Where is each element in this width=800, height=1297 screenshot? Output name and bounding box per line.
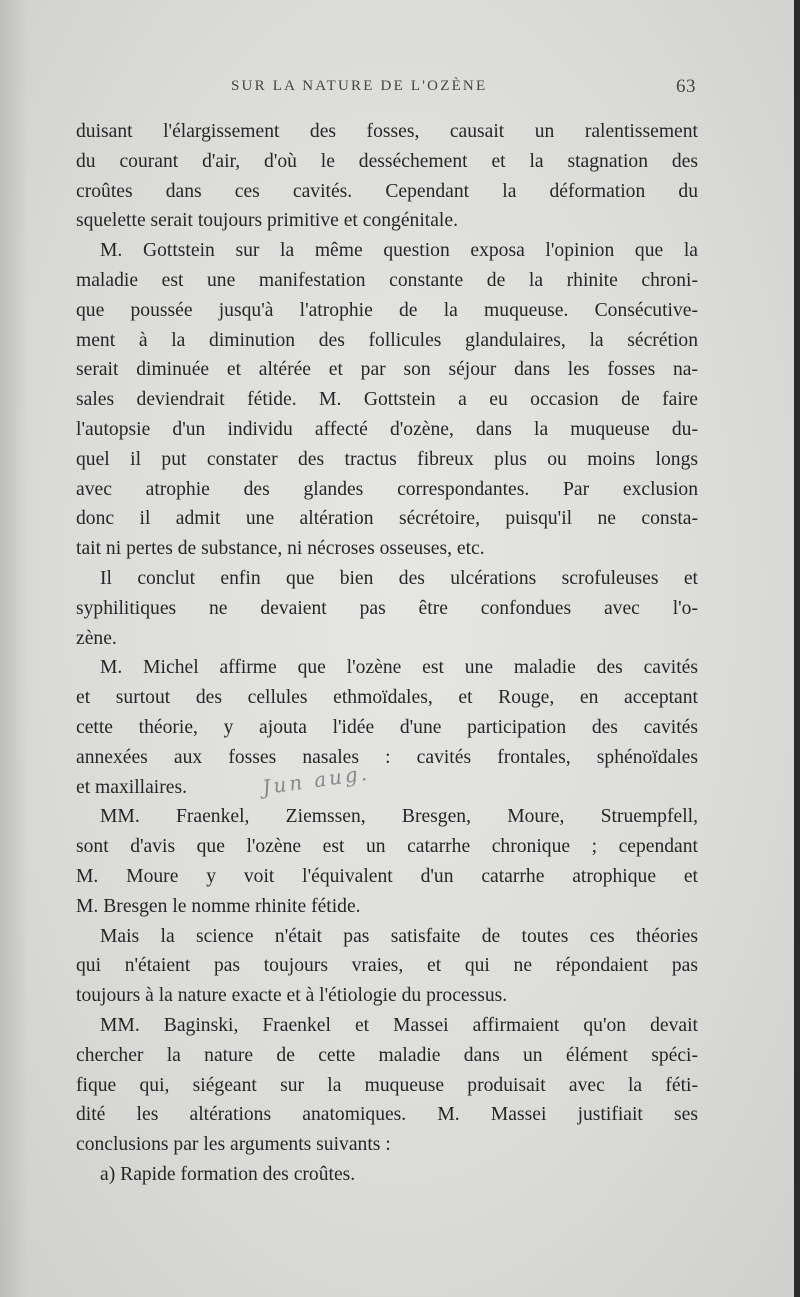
text-line: zène.: [76, 627, 117, 649]
text-line: M. Bresgen le nomme rhinite fétide.: [76, 895, 361, 917]
text-line: et maxillaires.: [76, 776, 187, 798]
text-line: et surtout des cellules ethmoïdales, et Rouge, en acceptant: [76, 687, 698, 709]
text-line: chercher la nature de cette maladie dans un élément spéci-: [76, 1044, 698, 1066]
text-line: tait ni pertes de substance, ni nécroses osseuses, etc.: [76, 538, 485, 560]
text-line: sales deviendrait fétide. M. Gottstein a eu occasion de faire: [76, 389, 698, 411]
text-line: conclusions par les arguments suivants :: [76, 1134, 391, 1156]
text-line: MM. Baginski, Fraenkel et Massei affirmaient qu'on devait: [100, 1014, 698, 1036]
text-line: dité les altérations anatomiques. M. Massei justifiait ses: [76, 1104, 698, 1126]
text-line: donc il admit une altération sécrétoire, puisqu'il ne consta-: [76, 508, 698, 530]
text-line: M. Gottstein sur la même question exposa l'opinion que la: [100, 240, 698, 262]
text-line: cette théorie, y ajouta l'idée d'une participation des cavités: [76, 716, 698, 738]
text-line: avec atrophie des glandes correspondantes. Par exclusion: [76, 478, 698, 500]
text-line: maladie est une manifestation constante de la rhinite chroni-: [76, 269, 698, 291]
text-line: sont d'avis que l'ozène est un catarrhe chronique ; cependant: [76, 836, 698, 858]
text-line: M. Michel affirme que l'ozène est une maladie des cavités: [100, 657, 698, 679]
page-edge: [794, 0, 800, 1297]
text-line: qui n'étaient pas toujours vraies, et qui ne répondaient pas: [76, 955, 698, 977]
running-title: SUR LA NATURE DE L'OZÈNE: [231, 78, 488, 94]
binding-shadow: [0, 0, 28, 1297]
text-line: que poussée jusqu'à l'atrophie de la muqueuse. Consécutive-: [76, 299, 698, 321]
text-line: ment à la diminution des follicules glandulaires, la sécrétion: [76, 329, 698, 351]
text-line: MM. Fraenkel, Ziemssen, Bresgen, Moure, Struempfell,: [100, 806, 698, 828]
page-number: 63: [676, 76, 696, 97]
text-line: syphilitiques ne devaient pas être confondues avec l'o-: [76, 597, 698, 619]
text-line: serait diminuée et altérée et par son séjour dans les fosses na-: [76, 359, 698, 381]
text-line: quel il put constater des tractus fibreux plus ou moins longs: [76, 448, 698, 470]
handwritten-note: Jun aug.: [260, 760, 372, 800]
text-line: Mais la science n'était pas satisfaite de toutes ces théories: [100, 925, 698, 947]
text-line: toujours à la nature exacte et à l'étiologie du processus.: [76, 985, 508, 1007]
text-line: croûtes dans ces cavités. Cependant la déformation du: [76, 180, 698, 202]
text-line: fique qui, siégeant sur la muqueuse produisait avec la féti-: [76, 1074, 698, 1096]
text-line: a) Rapide formation des croûtes.: [100, 1163, 356, 1185]
text-line: Il conclut enfin que bien des ulcérations scrofuleuses et: [100, 567, 698, 589]
body-text: [76, 117, 698, 1190]
text-line: l'autopsie d'un individu affecté d'ozène, dans la muqueuse du-: [76, 418, 698, 440]
text-line: annexées aux fosses nasales : cavités frontales, sphénoïdales: [76, 746, 698, 768]
text-line: du courant d'air, d'où le desséchement et la stagnation des: [76, 150, 698, 172]
text-line: duisant l'élargissement des fosses, causait un ralentissement: [76, 121, 698, 142]
text-line: M. Moure y voit l'équivalent d'un catarrhe atrophique et: [76, 865, 698, 887]
text-line: squelette serait toujours primitive et congénitale.: [76, 210, 458, 232]
running-header: [76, 78, 696, 102]
